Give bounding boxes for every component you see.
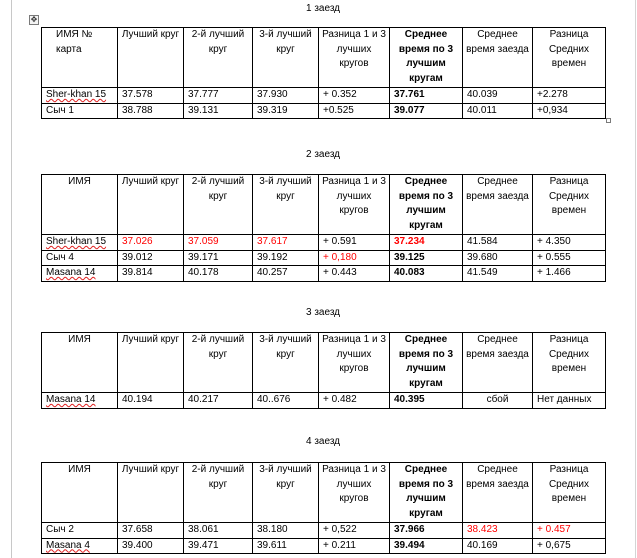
avg-3-laps-header: Среднее время по 3 лучшим кругам [390,175,463,235]
driver-name: Сыч 2 [46,524,74,535]
driver-name-cell [42,235,118,251]
best-lap-value: 38.788 [118,103,184,119]
diff-1-3-header: Разница 1 и 3 лучших кругов [319,28,390,88]
avg-diff-value: + 0.457 [533,523,606,539]
third-lap-header: 3-й лучший круг [253,28,319,88]
avg-race-time-header: Среднее время заезда [463,175,533,235]
avg-3-laps-value: 39.125 [390,250,463,266]
driver-name-cell [42,250,118,266]
table-row [42,103,606,119]
table-row [42,88,606,104]
driver-name-cell [42,103,118,119]
diff-1-3-value: + 0,180 [319,250,390,266]
race-1-table[interactable] [41,27,606,119]
third-lap-header: 3-й лучший круг [253,175,319,235]
best-lap-value: 39.814 [118,266,184,282]
avg-3-laps-value: 40.395 [390,393,463,409]
name-header: ИМЯ [42,333,118,393]
avg-race-time-header: Среднее время заезда [463,463,533,523]
name-header: ИМЯ [42,463,118,523]
diff-1-3-header: Разница 1 и 3 лучших кругов [319,333,390,393]
third-lap-value: 39.192 [253,250,319,266]
diff-1-3-value: + 0.591 [319,235,390,251]
third-lap-value: 40.257 [253,266,319,282]
best-lap-value: 39.400 [118,538,184,554]
best-lap-header: Лучший круг [118,333,184,393]
diff-1-3-value: + 0.443 [319,266,390,282]
second-lap-value: 40.178 [184,266,253,282]
best-lap-header: Лучший круг [118,463,184,523]
avg-race-time-value: 40.011 [463,103,533,119]
driver-name: Sher-khan 15 [46,236,107,247]
table-row [42,523,606,539]
avg-diff-value: + 0,675 [533,538,606,554]
avg-3-laps-value: 40.083 [390,266,463,282]
avg-3-laps-value: 39.494 [390,538,463,554]
diff-1-3-header: Разница 1 и 3 лучших кругов [319,463,390,523]
avg-diff-header: Разница Средних времен [533,28,606,88]
third-lap-value: 39.319 [253,103,319,119]
race-4-title: 4 заезд [305,436,341,447]
second-lap-header: 2-й лучший круг [184,463,253,523]
table-row [42,235,606,251]
second-lap-value: 39.471 [184,538,253,554]
avg-diff-value: + 0.555 [533,250,606,266]
avg-3-laps-value: 37.761 [390,88,463,104]
second-lap-header: 2-й лучший круг [184,175,253,235]
driver-name-cell [42,266,118,282]
avg-race-time-value: 40.039 [463,88,533,104]
second-lap-value: 40.217 [184,393,253,409]
avg-race-time-value: сбой [463,393,533,409]
name-number-card-header: ИМЯ № карта [56,29,93,55]
table-row [42,393,606,409]
third-lap-value: 37.930 [253,88,319,104]
diff-1-3-header: Разница 1 и 3 лучших кругов [319,175,390,235]
second-lap-value: 39.171 [184,250,253,266]
avg-diff-header: Разница Средних времен [533,463,606,523]
driver-name: Sher-khan 15 [46,89,107,100]
best-lap-value: 40.194 [118,393,184,409]
third-lap-value: 39.611 [253,538,319,554]
race-3-title: 3 заезд [305,307,341,318]
driver-name: Сыч 1 [46,104,74,116]
race-2-title: 2 заезд [305,149,341,160]
race-2-table[interactable] [41,174,606,282]
table-move-handle-icon[interactable]: ✥ [30,15,38,24]
avg-race-time-value: 40.169 [463,538,533,554]
avg-diff-value: Нет данных [533,393,606,409]
avg-race-time-value: 41.584 [463,235,533,251]
avg-race-time-value: 39.680 [463,250,533,266]
table-row [42,266,606,282]
avg-diff-header: Разница Средних времен [533,333,606,393]
driver-name-cell [42,523,118,539]
avg-3-laps-header: Среднее время по 3 лучшим кругам [390,28,463,88]
avg-race-time-value: 38.423 [463,523,533,539]
third-lap-value: 37.617 [253,235,319,251]
third-lap-value: 38.180 [253,523,319,539]
avg-race-time-value: 41.549 [463,266,533,282]
diff-1-3-value: + 0,522 [319,523,390,539]
race-3-table[interactable] [41,332,606,409]
driver-name-cell [42,393,118,409]
avg-diff-value: + 1.466 [533,266,606,282]
second-lap-value: 37.059 [184,235,253,251]
diff-1-3-value: + 0.482 [319,393,390,409]
best-lap-value: 39.012 [118,250,184,266]
table-row [42,250,606,266]
diff-1-3-value: + 0.352 [319,88,390,104]
driver-name: Masana 14 [46,394,96,405]
third-lap-header: 3-й лучший круг [253,333,319,393]
left-margin-guide [11,0,12,558]
avg-3-laps-value: 39.077 [390,103,463,119]
driver-name: Masana 4 [46,539,90,551]
diff-1-3-value: +0.525 [319,103,390,119]
second-lap-header: 2-й лучший круг [184,28,253,88]
second-lap-value: 38.061 [184,523,253,539]
second-lap-value: 39.131 [184,103,253,119]
avg-diff-value: + 4.350 [533,235,606,251]
best-lap-value: 37.578 [118,88,184,104]
driver-name-cell [42,538,118,554]
header-row [42,175,606,235]
diff-1-3-value: + 0.211 [319,538,390,554]
race-4-table[interactable] [41,462,606,554]
avg-3-laps-header: Среднее время по 3 лучшим кругам [390,333,463,393]
name-header-cell [42,28,118,88]
race-1-title: 1 заезд [305,3,341,14]
avg-diff-value: +2.278 [533,88,606,104]
best-lap-header: Лучший круг [118,175,184,235]
name-header: ИМЯ [42,175,118,235]
header-row [42,28,606,88]
header-row [42,333,606,393]
best-lap-value: 37.026 [118,235,184,251]
avg-3-laps-value: 37.234 [390,235,463,251]
driver-name-cell [42,88,118,104]
header-row [42,463,606,523]
best-lap-value: 37.658 [118,523,184,539]
avg-race-time-header: Среднее время заезда [463,28,533,88]
avg-diff-value: +0,934 [533,103,606,119]
second-lap-value: 37.777 [184,88,253,104]
avg-3-laps-header: Среднее время по 3 лучшим кругам [390,463,463,523]
table-resize-handle-icon[interactable] [606,118,611,123]
third-lap-header: 3-й лучший круг [253,463,319,523]
avg-diff-header: Разница Средних времен [533,175,606,235]
driver-name: Сыч 4 [46,251,74,263]
best-lap-header: Лучший круг [118,28,184,88]
avg-3-laps-value: 37.966 [390,523,463,539]
table-row [42,538,606,554]
right-margin-guide [635,0,636,558]
avg-race-time-header: Среднее время заезда [463,333,533,393]
third-lap-value: 40..676 [253,393,319,409]
driver-name: Masana 14 [46,267,96,278]
second-lap-header: 2-й лучший круг [184,333,253,393]
